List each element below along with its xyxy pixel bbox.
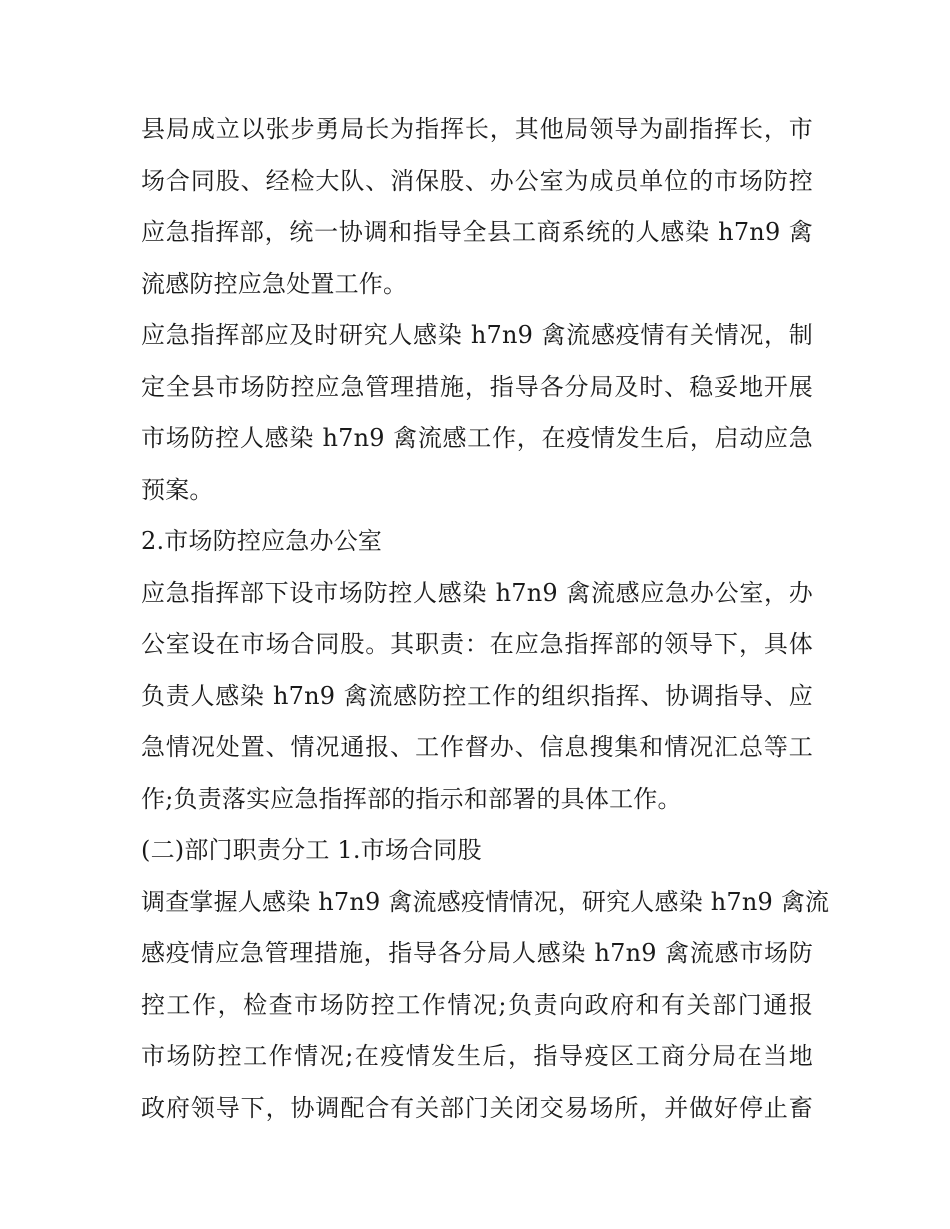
- text-line: 市场防控人感染 h7n9 禽流感工作，在疫情发生后，启动应急: [141, 424, 813, 452]
- text-line: 县局成立以张步勇局长为指挥长，其他局领导为副指挥长，市: [141, 115, 813, 143]
- text-line: 应急指挥部，统一协调和指导全县工商系统的人感染 h7n9 禽: [141, 218, 813, 246]
- text-line: 应急指挥部应及时研究人感染 h7n9 禽流感疫情有关情况，制: [141, 321, 813, 349]
- text-line: 作;负责落实应急指挥部的指示和部署的具体工作。: [141, 784, 682, 813]
- text-line: 负责人感染 h7n9 禽流感防控工作的组织指挥、协调指导、应: [141, 681, 813, 710]
- text-line: 预案。: [141, 475, 214, 504]
- text-line: 场合同股、经检大队、消保股、办公室为成员单位的市场防控: [141, 166, 813, 195]
- text-line: 公室设在市场合同股。其职责：在应急指挥部的领导下，具体: [141, 630, 813, 658]
- section-heading: 2.市场防控应急办公室: [141, 527, 383, 555]
- text-line: 政府领导下，协调配合有关部门关闭交易场所，并做好停止畜: [141, 1093, 813, 1122]
- text-line: 应急指挥部下设市场防控人感染 h7n9 禽流感应急办公室，办: [141, 578, 813, 607]
- document-page: [141, 104, 830, 1134]
- text-line: 控工作，检查市场防控工作情况;负责向政府和有关部门通报: [141, 990, 813, 1019]
- text-line: 定全县市场防控应急管理措施，指导各分局及时、稳妥地开展: [141, 372, 813, 401]
- text-line: 流感防控应急处置工作。: [141, 269, 408, 298]
- section-heading: (二)部门职责分工 1.市场合同股: [141, 836, 482, 864]
- text-line: 感疫情应急管理措施，指导各分局人感染 h7n9 禽流感市场防: [141, 939, 813, 967]
- text-line: 市场防控工作情况;在疫情发生后，指导疫区工商分局在当地: [141, 1042, 813, 1070]
- text-line: 急情况处置、情况通报、工作督办、信息搜集和情况汇总等工: [141, 733, 813, 761]
- text-line: 调查掌握人感染 h7n9 禽流感疫情情况，研究人感染 h7n9 禽流: [141, 887, 830, 916]
